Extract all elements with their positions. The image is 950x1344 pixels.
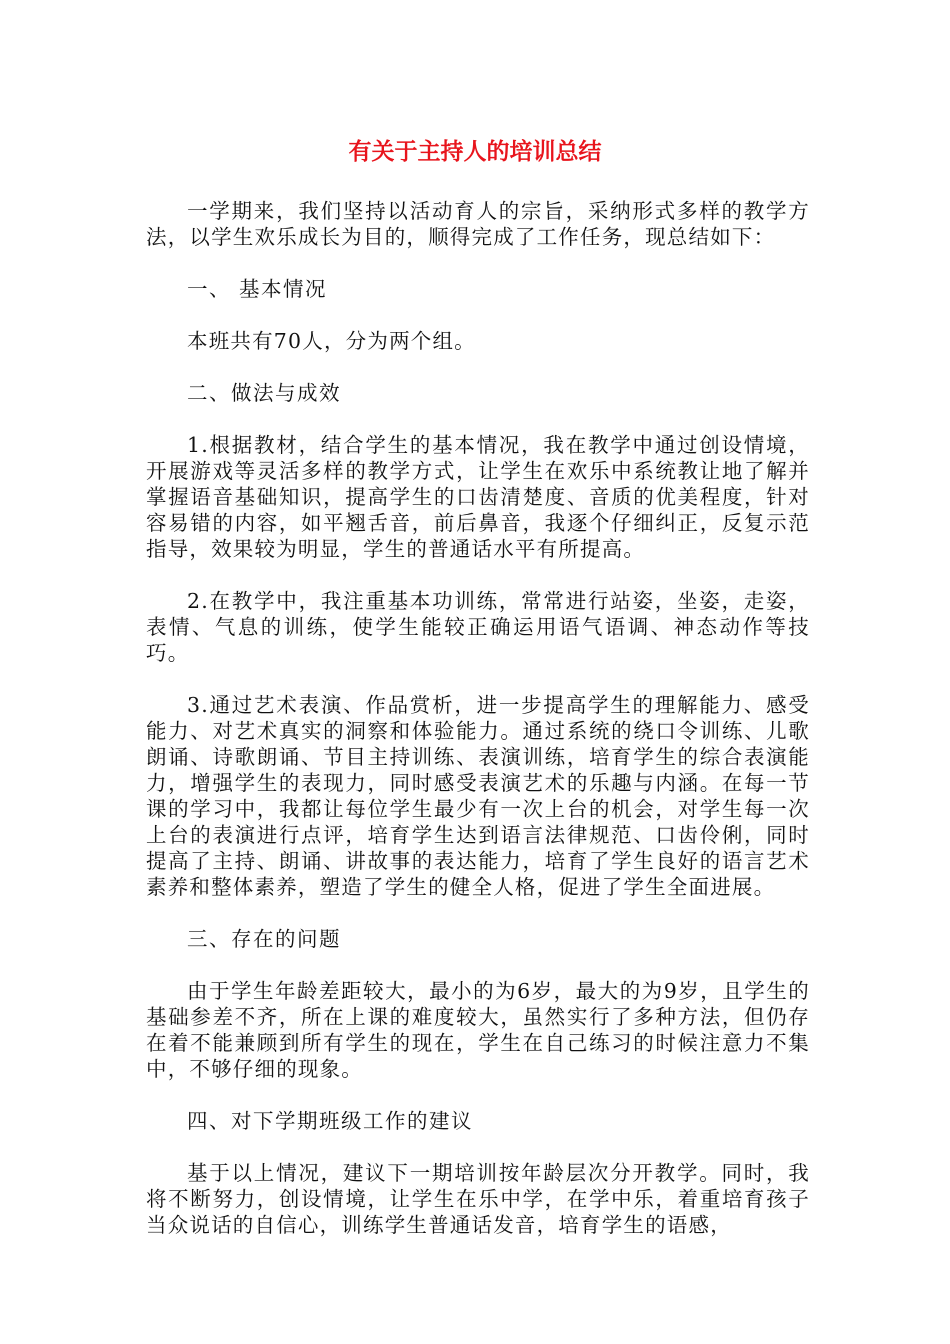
section-heading-methods-results: 二、做法与成效 (187, 381, 341, 405)
document-body (146, 198, 810, 1264)
section-heading-problems: 三、存在的问题 (187, 927, 341, 951)
method-item-1: 1.根据教材，结合学生的基本情况，我在教学中通过创设情境，开展游戏等灵活多样的教学方式，让学生在欢乐中系统教让地了解并掌握语音基础知识，提高学生的口齿清楚度、音质的优美程度，针对容易错的内容，如平翘舌音，前后鼻音，我逐个仔细纠正，反复示范指导，效果较为明显，学生的普通话水平有所提高。 (146, 433, 810, 561)
suggestions-paragraph: 基于以上情况，建议下一期培训按年龄层次分开教学。同时，我将不断努力，创设情境，让学生在乐中学，在学中乐，着重培育孩子当众说话的自信心，训练学生普通话发音，培育学生的语感， (146, 1161, 810, 1237)
class-size-paragraph: 本班共有70人，分为两个组。 (187, 329, 476, 353)
method-item-2: 2.在教学中，我注重基本功训练，常常进行站姿，坐姿，走姿，表情、气息的训练，使学生能较正确运用语气语调、神态动作等技巧。 (146, 589, 810, 665)
document-title: 有关于主持人的培训总结 (348, 139, 602, 165)
intro-paragraph: 一学期来，我们坚持以活动育人的宗旨，采纳形式多样的教学方法，以学生欢乐成长为目的，顺得完成了工作任务，现总结如下： (146, 199, 810, 249)
section-heading-suggestions: 四、对下学期班级工作的建议 (187, 1109, 473, 1133)
method-item-3: 3.通过艺术表演、作品赏析，进一步提高学生的理解能力、感受能力、对艺术真实的洞察和体验能力。通过系统的绕口令训练、儿歌朗诵、诗歌朗诵、节目主持训练、表演训练，培育学生的综合表演能力，增强学生的表现力，同时感受表演艺术的乐趣与内涵。在每一节课的学习中，我都让每位学生最少有一次上台的机会，对学生每一次上台的表演进行点评，培育学生达到语言法律规范、口齿伶俐，同时提高了主持、朗诵、讲故事的表达能力，培育了学生良好的语言艺术素养和整体素养，塑造了学生的健全人格，促进了学生全面进展。 (146, 693, 810, 899)
problems-paragraph: 由于学生年龄差距较大，最小的为6岁，最大的为9岁，且学生的基础参差不齐，所在上课的难度较大，虽然实行了多种方法，但仍存在着不能兼顾到所有学生的现在，学生在自己练习的时候注意力不集中，不够仔细的现象。 (146, 979, 810, 1081)
section-heading-basic-situation: 一、 基本情况 (187, 277, 328, 301)
